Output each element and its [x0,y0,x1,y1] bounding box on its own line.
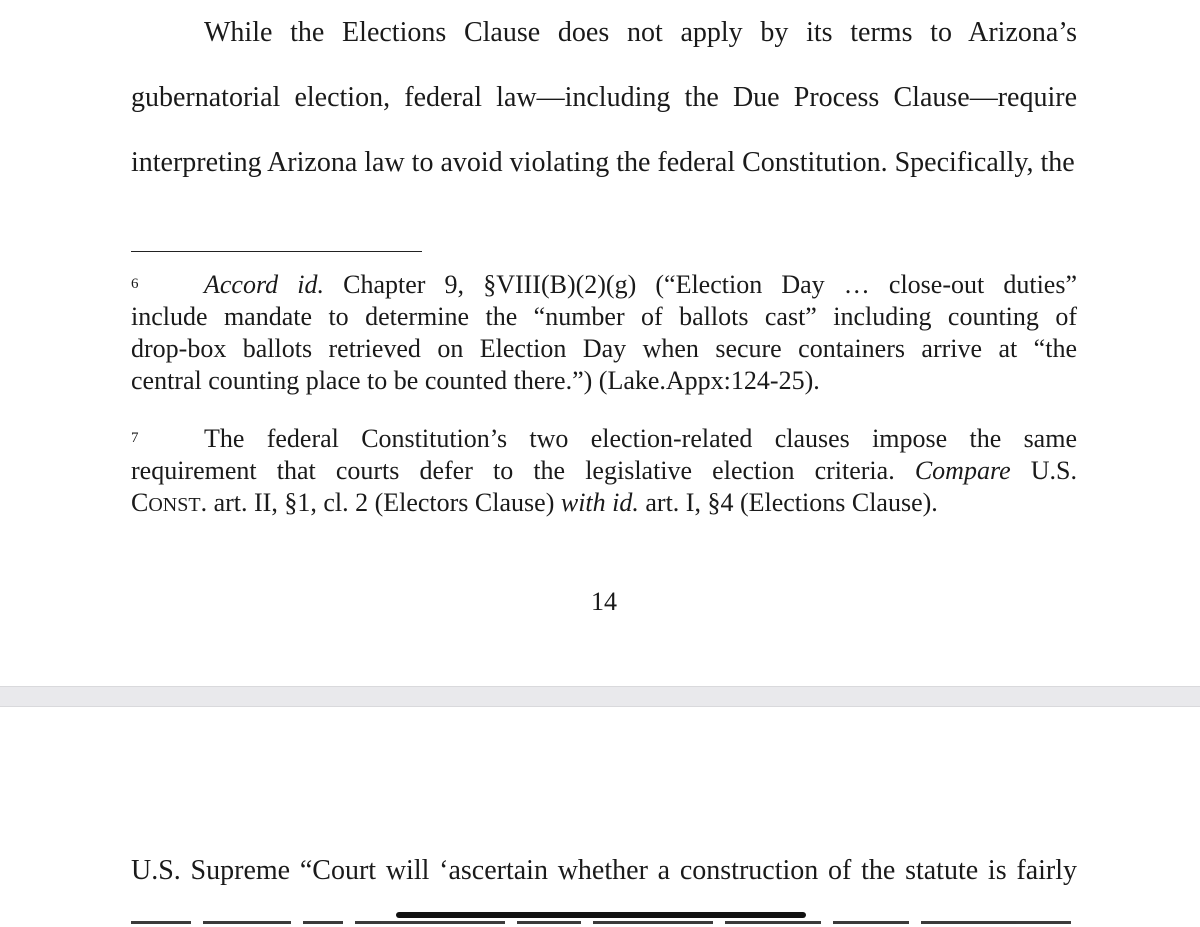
footnote-text-segment: drop-box ballots retrieved on Election Day when secure containers arrive at “the [131,334,1077,363]
footnote-text-segment: requirement that courts defer to the legislative election criteria. [131,456,915,485]
italic-citation-text: Compare [914,456,1011,485]
page-break-divider [0,686,1200,707]
footnote-separator-rule [131,251,422,252]
home-indicator-bar[interactable] [396,912,806,918]
footnote-7-line [131,455,1077,487]
footnote-6-line [131,365,1077,397]
body-text-line-1: U.S. Supreme “Court will ‘ascertain whether a construction of the statute is fairly [131,855,1077,886]
footnote-text-segment: The federal Constitution’s two election-related clauses impose the same [204,424,1077,453]
body-text-line-2: gubernatorial election, federal law—including the Due Process Clause—require [131,82,1077,113]
footnote-6-marker: 6 [131,276,139,292]
footnote-7-line [131,487,1077,521]
italic-citation-text: Accord id. [204,270,324,299]
document-page-15 [0,707,1200,927]
footnote-text-segment: art. I, §4 (Elections Clause). [638,488,938,517]
footnote-7-marker: 7 [131,430,139,446]
footnote-text-segment: include mandate to determine the “number of ballots cast” including counting of [131,302,1077,331]
footnote-text-segment: . art. II, §1, cl. 2 (Electors Clause) [200,488,561,517]
footnote-7-line [204,423,1077,455]
footnote-text-segment: central counting place to be counted there.”) (Lake.Appx:124-25). [131,366,820,395]
body-text-line-3: interpreting Arizona law to avoid violating the federal Constitution. Specifically, the [131,147,1075,178]
body-text-line-1: While the Elections Clause does not apply by its terms to Arizona’s [204,17,1077,48]
footnote-6-line [204,269,1077,301]
footnote-text-segment: C [131,488,149,517]
footnote-text-segment: Chapter 9, §VIII(B)(2)(g) (“Election Day … close-out duties” [323,270,1077,299]
footnote-text-segment: ONST [148,494,201,516]
footnote-6-line [131,301,1077,333]
footnote-text-segment: U.S. [1010,456,1077,485]
footnote-6-line [131,333,1077,365]
italic-citation-text: with id. [560,488,639,517]
page-number: 14 [591,587,617,616]
